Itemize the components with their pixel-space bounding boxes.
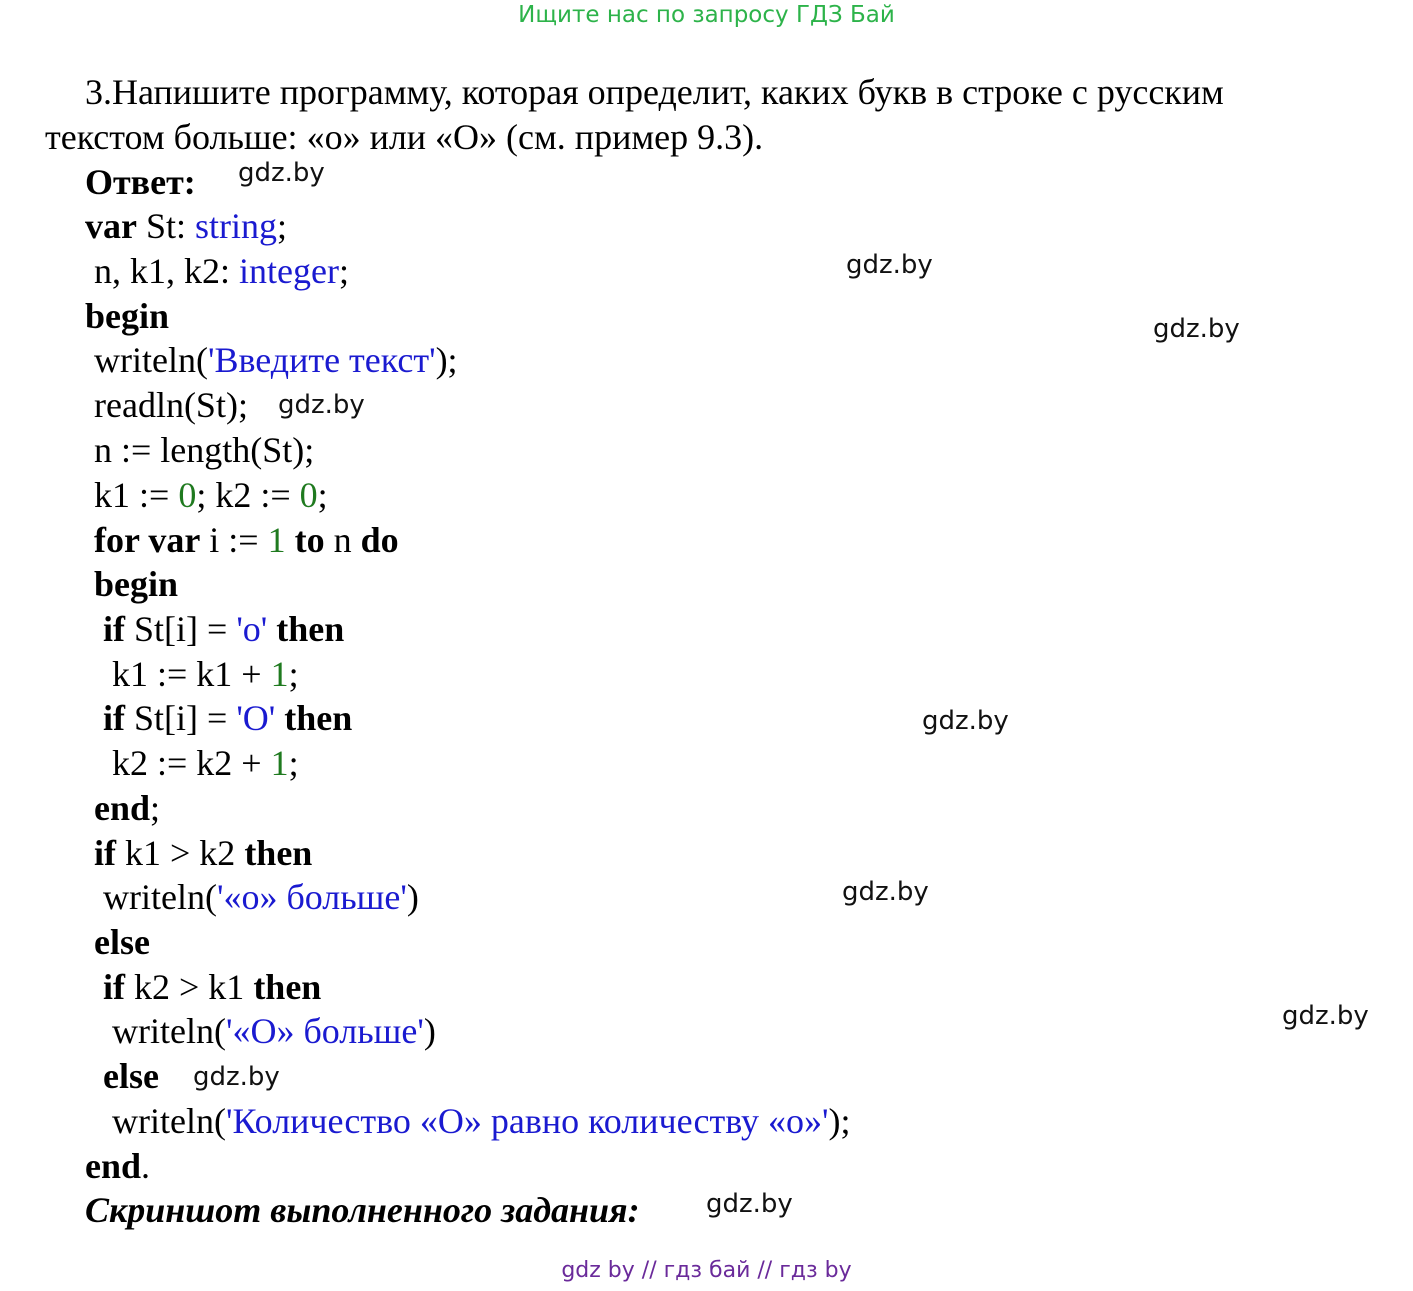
code-keyword: end (85, 788, 151, 828)
code-text: ; (288, 743, 299, 783)
watermark: gdz.by (842, 877, 929, 907)
code-string: 'Введите текст' (207, 340, 436, 380)
code-line-9 (85, 562, 178, 606)
code-text: . (141, 1146, 151, 1186)
watermark: gdz.by (846, 250, 933, 280)
code-string: 'о' (236, 609, 268, 649)
code-line-6 (85, 428, 314, 472)
code-keyword: if (85, 967, 125, 1007)
code-line-1 (85, 204, 287, 248)
task-text (45, 70, 1365, 160)
code-text: ; (150, 788, 161, 828)
code-keyword: then (275, 698, 353, 738)
code-line-12 (85, 696, 352, 740)
watermark: gdz.by (278, 390, 365, 420)
code-line-10 (85, 607, 344, 651)
code-number: 1 (267, 520, 286, 560)
code-text: ; (317, 475, 328, 515)
code-text: writeln( (85, 1011, 226, 1051)
code-text: ; (288, 654, 299, 694)
code-line-14 (85, 786, 160, 830)
code-string: 'Количество «О» равно количеству «о»' (225, 1101, 829, 1141)
top-banner: Ищите нас по запросу ГДЗ Бай (518, 2, 895, 28)
code-text: writeln( (85, 877, 217, 917)
code-line-11 (85, 652, 299, 696)
code-text: ); (828, 1101, 851, 1141)
code-text: k2 > k1 (125, 967, 254, 1007)
code-text: ; (338, 251, 349, 291)
code-number: 0 (178, 475, 197, 515)
code-line-16 (85, 875, 419, 919)
task-line-1: 3.Напишите программу, которая определит, каких букв в строке с русским (85, 72, 1224, 112)
code-keyword: var (85, 206, 137, 246)
code-text: n (324, 520, 361, 560)
code-text: ) (423, 1011, 436, 1051)
code-keyword: to (285, 520, 325, 560)
watermark: gdz.by (193, 1062, 280, 1092)
code-keyword: end (85, 1146, 142, 1186)
code-text: readln(St); (85, 385, 248, 425)
code-text: n, k1, k2: (85, 251, 240, 291)
code-line-20 (85, 1054, 159, 1098)
code-text: St[i] = (125, 609, 237, 649)
code-text: ) (406, 877, 419, 917)
code-keyword: else (85, 922, 150, 962)
code-string: '«О» больше' (225, 1011, 424, 1051)
code-keyword: then (253, 967, 322, 1007)
code-number: 1 (270, 654, 289, 694)
code-keyword: for var (85, 520, 201, 560)
watermark: gdz.by (922, 706, 1009, 736)
watermark: gdz.by (238, 158, 325, 188)
code-keyword: begin (85, 296, 170, 336)
code-line-3 (85, 294, 169, 338)
code-line-19 (85, 1009, 436, 1053)
code-text: St: (136, 206, 196, 246)
code-text: n := length(St); (85, 430, 315, 470)
code-text: ; (277, 206, 288, 246)
code-line-15 (85, 831, 312, 875)
code-line-17 (85, 920, 150, 964)
code-keyword: else (85, 1056, 159, 1096)
code-keyword: if (85, 698, 125, 738)
code-number: 0 (299, 475, 318, 515)
code-keyword: begin (85, 564, 179, 604)
code-string: 'О' (236, 698, 276, 738)
code-text: i := (200, 520, 268, 560)
code-line-22 (85, 1144, 150, 1188)
code-number: 1 (270, 743, 289, 783)
code-line-21 (85, 1099, 850, 1143)
code-text: k1 > k2 (116, 833, 245, 873)
answer-label: Ответ: (85, 162, 196, 202)
code-line-8 (85, 518, 399, 562)
code-line-5 (85, 383, 248, 427)
watermark: gdz.by (1282, 1001, 1369, 1031)
footer-links: gdz by // гдз бай // гдз by (561, 1258, 852, 1283)
code-type: integer (239, 251, 339, 291)
code-text: k1 := (85, 475, 179, 515)
code-line-18 (85, 965, 321, 1009)
code-text: k2 := k2 + (85, 743, 271, 783)
code-keyword: then (244, 833, 313, 873)
code-string: '«о» больше' (216, 877, 407, 917)
code-text: ; k2 := (196, 475, 300, 515)
code-line-7 (85, 473, 328, 517)
code-text: k1 := k1 + (85, 654, 271, 694)
code-text: writeln( (85, 1101, 226, 1141)
code-line-13 (85, 741, 299, 785)
code-type: string (195, 206, 278, 246)
code-keyword: then (267, 609, 345, 649)
screenshot-caption: Скриншот выполненного задания: (85, 1190, 640, 1230)
code-keyword: do (360, 520, 399, 560)
code-text: writeln( (85, 340, 208, 380)
code-text: ); (435, 340, 458, 380)
code-keyword: if (85, 609, 125, 649)
code-line-4 (85, 338, 458, 382)
code-keyword: if (85, 833, 116, 873)
watermark: gdz.by (706, 1189, 793, 1219)
task-line-2: текстом больше: «о» или «О» (см. пример 9.3). (45, 117, 764, 157)
code-line-2 (85, 249, 349, 293)
watermark: gdz.by (1153, 314, 1240, 344)
code-text: St[i] = (125, 698, 237, 738)
